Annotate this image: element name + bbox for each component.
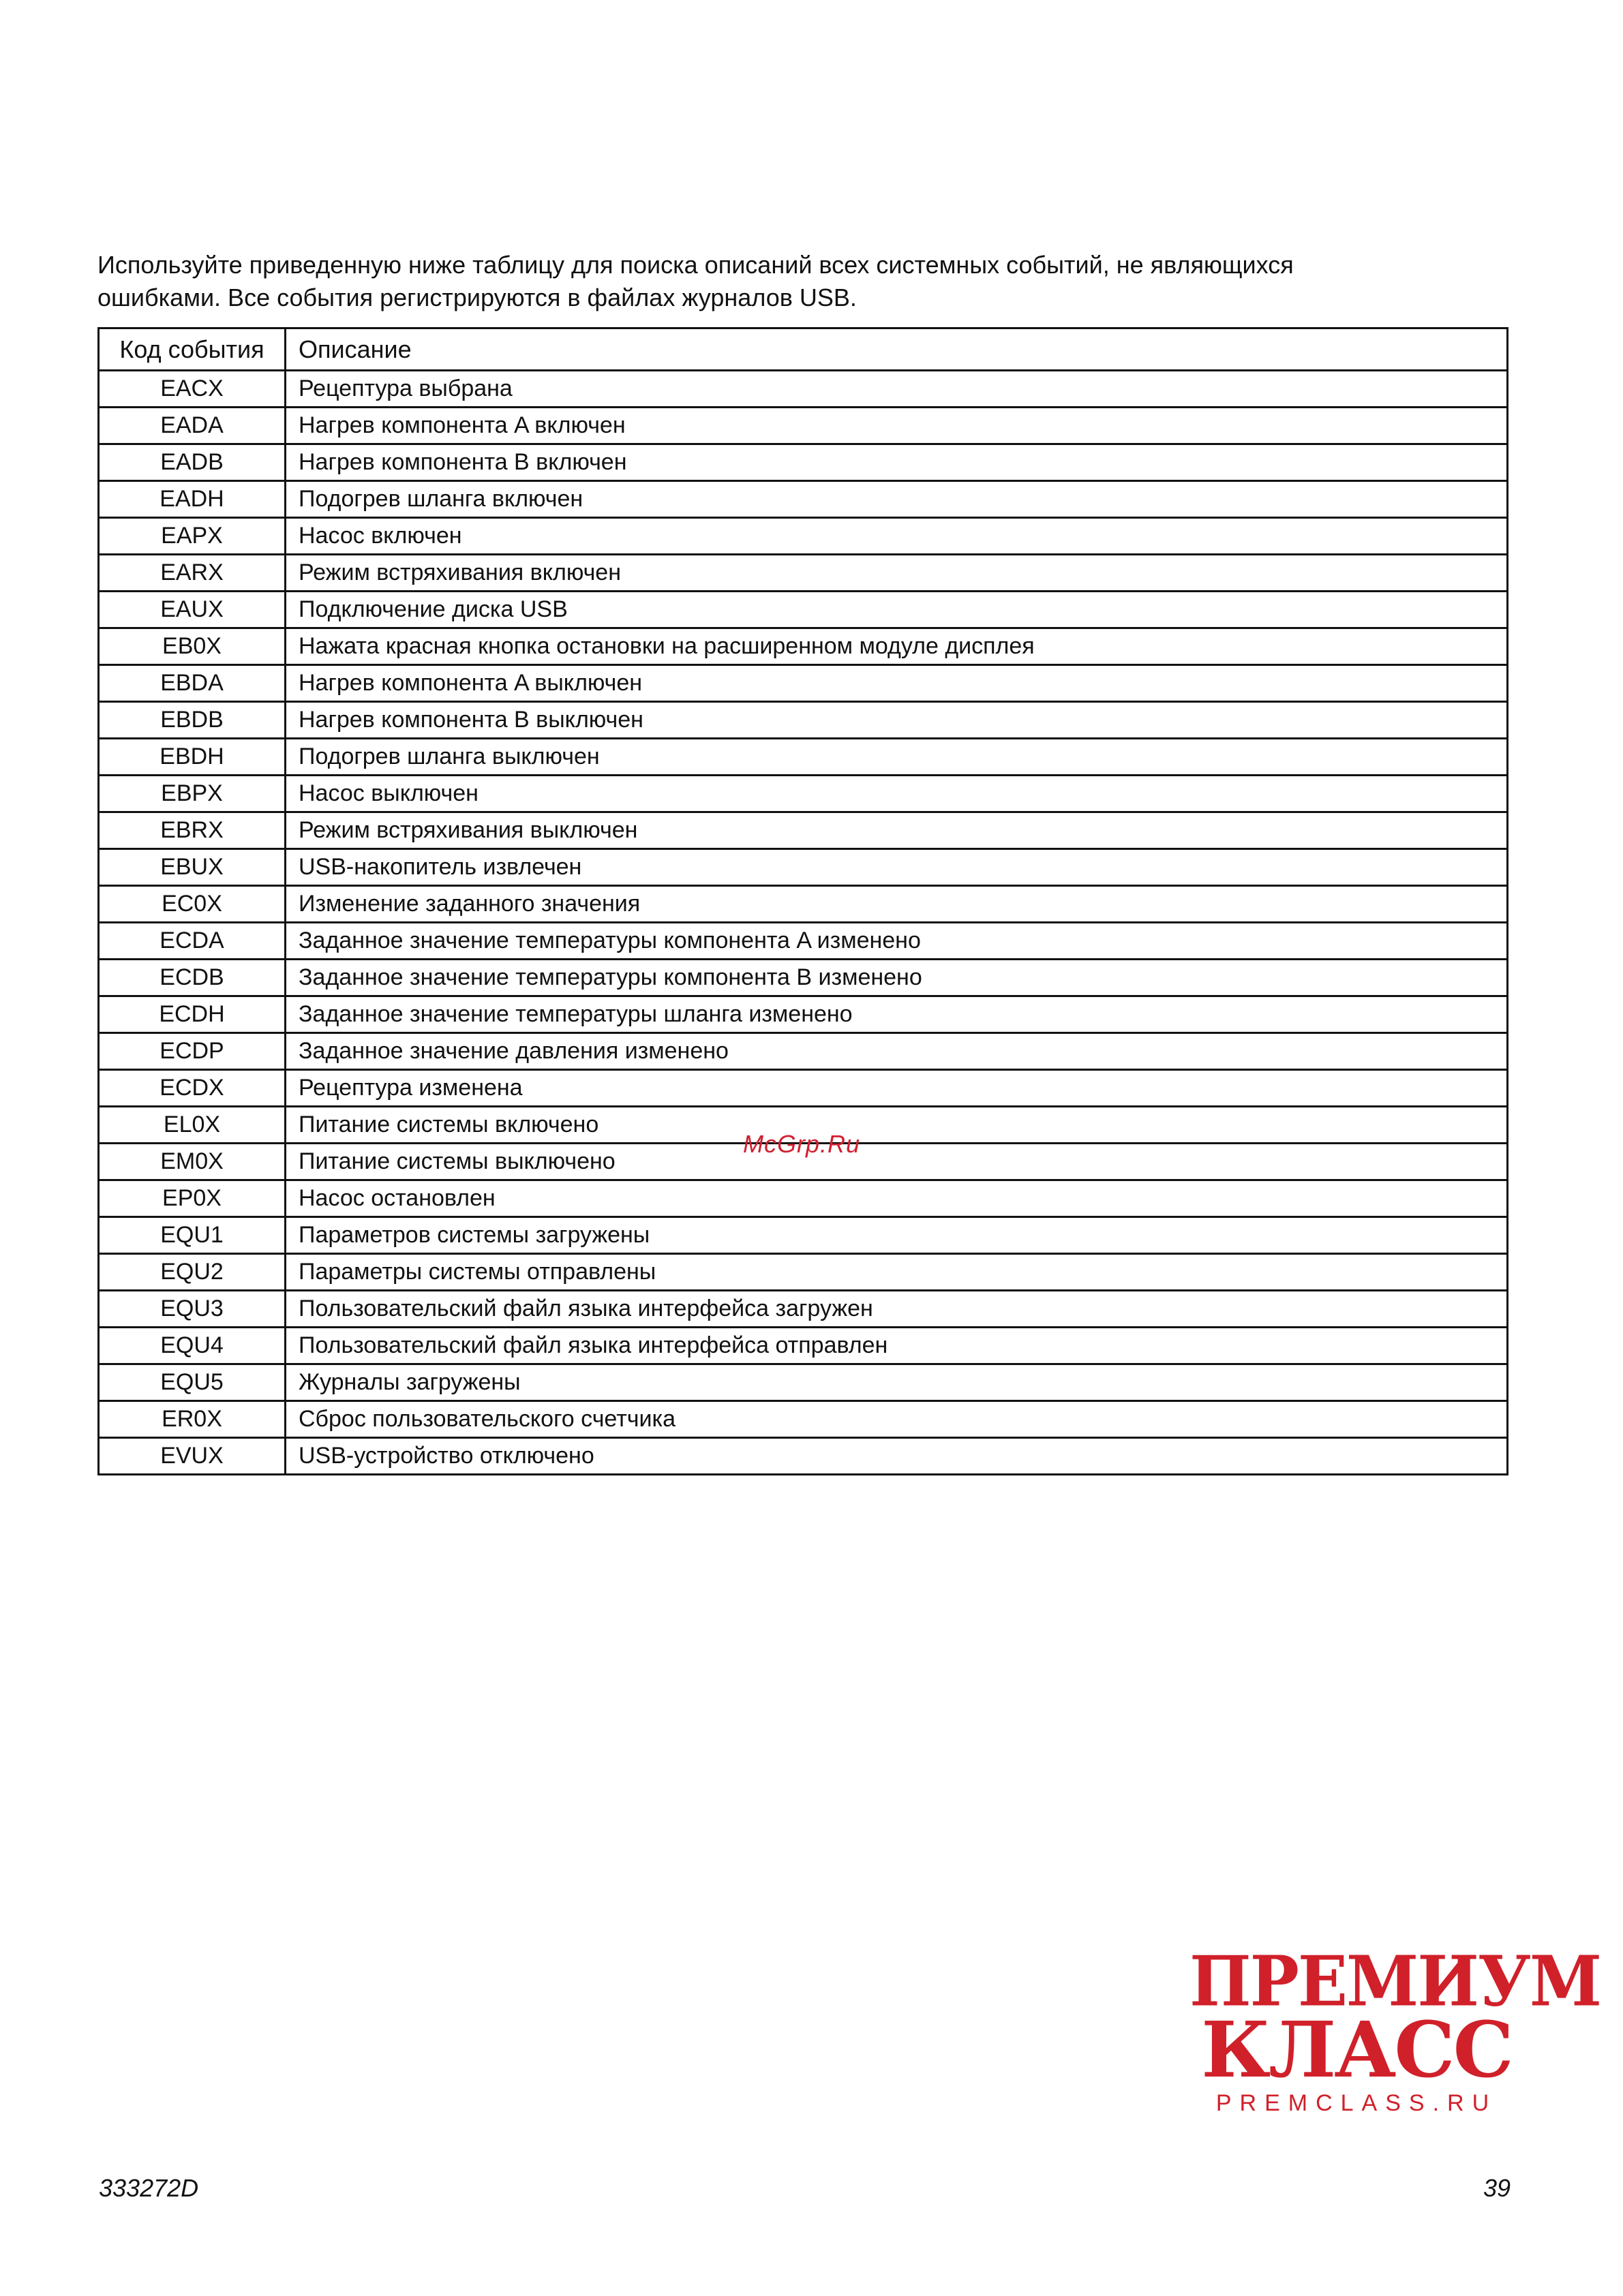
event-description-cell: USB-накопитель извлечен [286, 849, 1508, 886]
event-code-cell: EQU3 [99, 1291, 286, 1328]
event-code-cell: EAUX [99, 592, 286, 628]
event-description-cell: Нагрев компонента A выключен [286, 665, 1508, 702]
event-code-cell: EBUX [99, 849, 286, 886]
event-code-cell: EBPX [99, 776, 286, 812]
table-row [99, 481, 1508, 518]
intro-line-1: Используйте приведенную ниже таблицу для поиска описаний всех системных событий, не являющихся [97, 251, 1294, 279]
table-row [99, 1217, 1508, 1254]
event-description-cell: Насос включен [286, 518, 1508, 555]
event-code-cell: EBRX [99, 812, 286, 849]
logo-line-3: PREMCLASS.RU [1215, 2090, 1498, 2116]
event-code-cell: ER0X [99, 1401, 286, 1438]
table-row [99, 518, 1508, 555]
table-row [99, 555, 1508, 592]
table-row [99, 1401, 1508, 1438]
event-description-cell: Насос остановлен [286, 1180, 1508, 1217]
table-row [99, 408, 1508, 444]
event-code-cell: EQU4 [99, 1328, 286, 1364]
watermark: McGrp.Ru [743, 1130, 861, 1158]
event-code-cell: EARX [99, 555, 286, 592]
event-code-cell: EQU2 [99, 1254, 286, 1291]
event-description-cell: Нагрев компонента B выключен [286, 702, 1508, 739]
table-row [99, 1180, 1508, 1217]
event-code-cell: EL0X [99, 1107, 286, 1144]
page-number: 39 [1483, 2174, 1511, 2202]
table-row [99, 444, 1508, 481]
table-row [99, 812, 1508, 849]
event-description-cell: Режим встряхивания выключен [286, 812, 1508, 849]
event-code-cell: EADB [99, 444, 286, 481]
events-table [97, 327, 1508, 1475]
table-row [99, 996, 1508, 1033]
table-header-row [99, 328, 1508, 371]
event-code-cell: EVUX [99, 1438, 286, 1475]
event-code-cell: EBDA [99, 665, 286, 702]
event-description-cell: Заданное значение давления изменено [286, 1033, 1508, 1070]
event-description-cell: Заданное значение температуры компонента A изменено [286, 923, 1508, 960]
event-description-cell: Режим встряхивания включен [286, 555, 1508, 592]
table-row [99, 1438, 1508, 1475]
table-row [99, 1033, 1508, 1070]
document-number: 333272D [99, 2174, 199, 2202]
event-code-cell: EADH [99, 481, 286, 518]
event-code-cell: ECDP [99, 1033, 286, 1070]
table-row [99, 628, 1508, 665]
table-row [99, 1254, 1508, 1291]
event-description-cell: Пользовательский файл языка интерфейса загружен [286, 1291, 1508, 1328]
event-code-cell: EC0X [99, 886, 286, 923]
table-row [99, 665, 1508, 702]
event-description-cell: Заданное значение температуры шланга изменено [286, 996, 1508, 1033]
event-code-cell: EACX [99, 371, 286, 408]
event-code-cell: ECDB [99, 960, 286, 996]
event-description-cell: Параметров системы загружены [286, 1217, 1508, 1254]
event-code-cell: EP0X [99, 1180, 286, 1217]
event-description-cell: Нагрев компонента B включен [286, 444, 1508, 481]
event-code-cell: EQU1 [99, 1217, 286, 1254]
table-row [99, 739, 1508, 776]
event-description-cell: Питание системы включено [286, 1107, 1508, 1144]
event-code-cell: EB0X [99, 628, 286, 665]
table-row [99, 592, 1508, 628]
event-code-cell: EBDH [99, 739, 286, 776]
header-event-code: Код события [99, 328, 286, 371]
event-description-cell: Нагрев компонента A включен [286, 408, 1508, 444]
event-code-cell: ECDH [99, 996, 286, 1033]
table-row [99, 776, 1508, 812]
table-row [99, 923, 1508, 960]
logo-line-2: КЛАСС [1201, 2006, 1512, 2095]
event-description-cell: Питание системы выключено [286, 1144, 1508, 1180]
event-description-cell: Журналы загружены [286, 1364, 1508, 1401]
event-description-cell: Параметры системы отправлены [286, 1254, 1508, 1291]
event-description-cell: Изменение заданного значения [286, 886, 1508, 923]
event-code-cell: ECDX [99, 1070, 286, 1107]
table-row [99, 371, 1508, 408]
event-description-cell: Рецептура выбрана [286, 371, 1508, 408]
event-description-cell: Рецептура изменена [286, 1070, 1508, 1107]
event-code-cell: ECDA [99, 923, 286, 960]
table-row [99, 702, 1508, 739]
header-description: Описание [286, 328, 1508, 371]
event-code-cell: EBDB [99, 702, 286, 739]
event-description-cell: Подключение диска USB [286, 592, 1508, 628]
event-code-cell: EM0X [99, 1144, 286, 1180]
table-row [99, 886, 1508, 923]
event-code-cell: EAPX [99, 518, 286, 555]
premclass-logo [1189, 1941, 1601, 2117]
table-row [99, 1291, 1508, 1328]
table-row [99, 1364, 1508, 1401]
event-description-cell: Насос выключен [286, 776, 1508, 812]
event-description-cell: Подогрев шланга включен [286, 481, 1508, 518]
event-description-cell: Подогрев шланга выключен [286, 739, 1508, 776]
table-row [99, 1070, 1508, 1107]
intro-paragraph [97, 249, 1515, 314]
events-table-body [99, 371, 1508, 1475]
intro-line-2: ошибками. Все события регистрируются в файлах журналов USB. [97, 284, 857, 311]
table-row [99, 960, 1508, 996]
event-description-cell: USB-устройство отключено [286, 1438, 1508, 1475]
event-code-cell: EADA [99, 408, 286, 444]
event-description-cell: Пользовательский файл языка интерфейса отправлен [286, 1328, 1508, 1364]
event-code-cell: EQU5 [99, 1364, 286, 1401]
table-row [99, 849, 1508, 886]
table-row [99, 1328, 1508, 1364]
event-description-cell: Заданное значение температуры компонента B изменено [286, 960, 1508, 996]
logo-line-1: ПРЕМИУМ [1189, 1941, 1601, 2022]
event-description-cell: Сброс пользовательского счетчика [286, 1401, 1508, 1438]
event-description-cell: Нажата красная кнопка остановки на расширенном модуле дисплея [286, 628, 1508, 665]
